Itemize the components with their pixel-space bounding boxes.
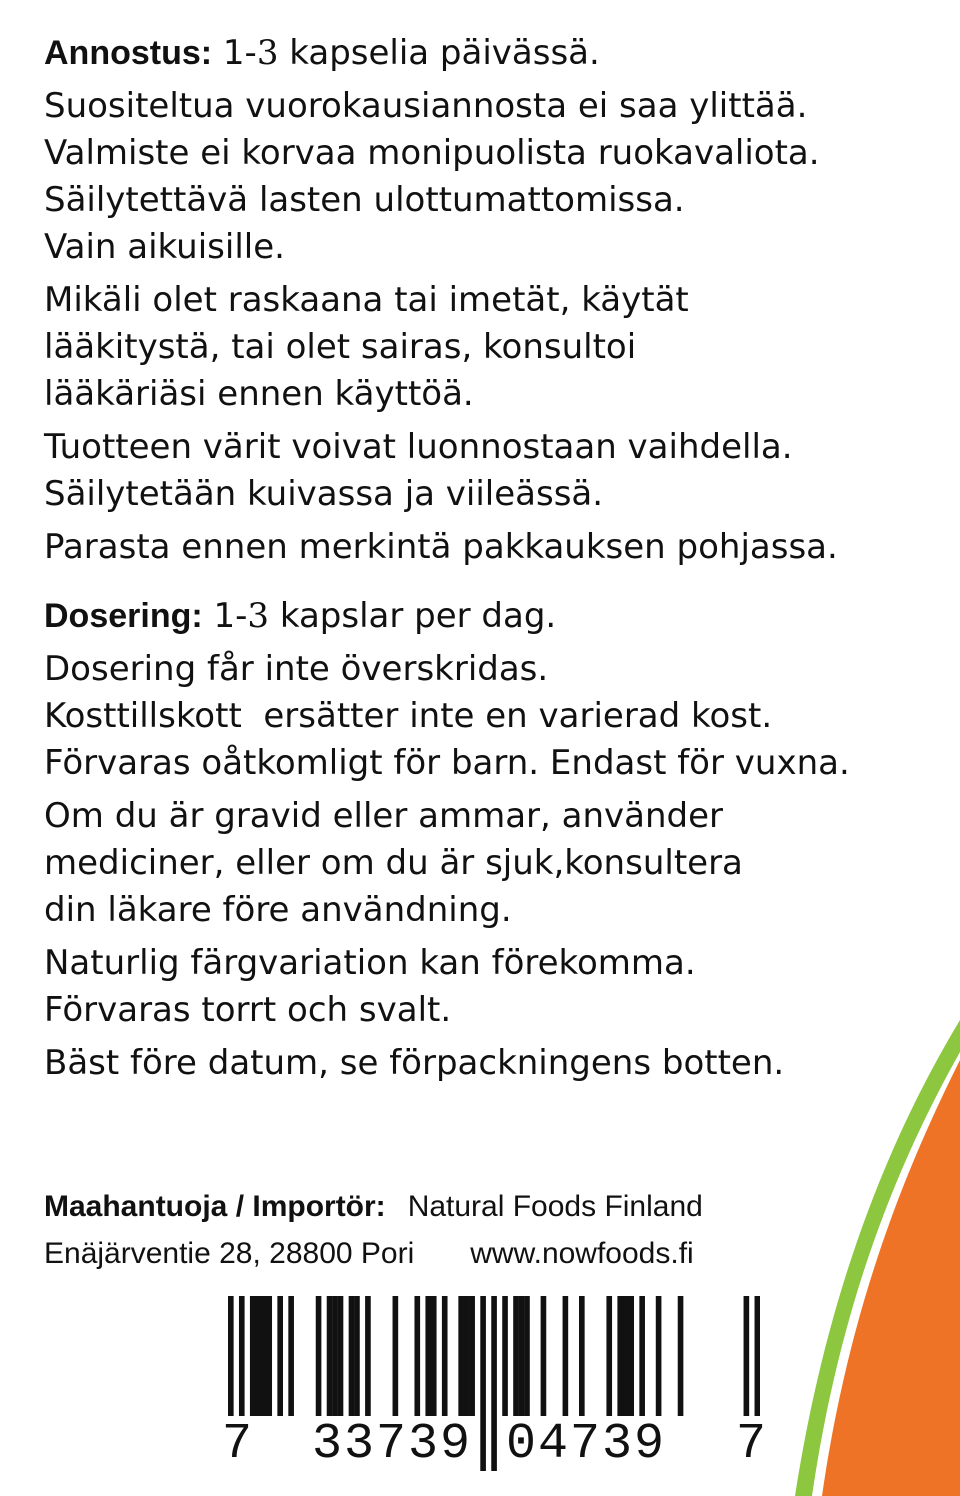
barcode-bar <box>349 1296 355 1416</box>
barcode-bar <box>425 1296 431 1416</box>
barcode-bar <box>541 1296 547 1416</box>
importer-address: Enäjärventie 28, 28800 Pori <box>44 1237 415 1270</box>
fi-warning-line: Vain aikuisille. <box>44 227 285 267</box>
importer-address-line <box>44 1230 904 1277</box>
label-text <box>44 30 944 1087</box>
sv-best-before: Bäst före datum, se förpackningens botten. <box>44 1043 785 1083</box>
barcode-check-digit: 7 <box>736 1416 767 1473</box>
fi-storage-line: Tuotteen värit voivat luonnostaan vaihdella. <box>44 427 793 467</box>
barcode-bar <box>491 1296 497 1471</box>
barcode-bar <box>261 1296 267 1416</box>
sv-dosage-line <box>44 593 944 640</box>
barcode-bar <box>458 1296 464 1416</box>
importer-website: www.nowfoods.fi <box>470 1237 694 1270</box>
fi-warning-line: Valmiste ei korvaa monipuolista ruokavaliota. <box>44 133 820 173</box>
barcode-bar <box>579 1296 585 1416</box>
barcode-bar <box>266 1296 272 1416</box>
barcode-bar <box>332 1296 338 1416</box>
sv-warning-line: Dosering får inte överskridas. <box>44 649 549 689</box>
barcode-bar <box>288 1296 294 1416</box>
sv-dosage-prefix: 1- <box>202 596 248 636</box>
barcode-bar <box>442 1296 448 1416</box>
barcode <box>228 1296 760 1471</box>
barcode-bar <box>656 1296 662 1416</box>
fi-dosage-number: 3 <box>256 33 279 73</box>
barcode-bar <box>524 1296 530 1416</box>
sv-storage-note <box>44 940 944 1034</box>
fi-pregnancy-line: lääkäriäsi ennen käyttöä. <box>44 374 474 414</box>
sv-dosage-suffix: kapslar per dag. <box>269 596 557 636</box>
barcode-bar <box>327 1296 333 1416</box>
sv-warning-line: Kosttillskott ersätter inte en varierad kost. <box>44 696 773 736</box>
barcode-bar <box>606 1296 612 1416</box>
sv-dosage-number: 3 <box>247 596 270 636</box>
barcode-bar <box>617 1296 623 1416</box>
barcode-first-digit: 7 <box>222 1416 253 1473</box>
barcode-bar <box>469 1296 475 1416</box>
fi-storage-line: Säilytetään kuivassa ja viileässä. <box>44 474 604 514</box>
barcode-bar <box>623 1296 629 1416</box>
barcode-bar <box>316 1296 322 1416</box>
barcode-bar <box>513 1296 519 1416</box>
barcode-bar <box>464 1296 470 1416</box>
fi-pregnancy-note <box>44 277 944 418</box>
fi-dosage-suffix: kapselia päivässä. <box>278 33 600 73</box>
barcode-bar <box>502 1296 508 1416</box>
fi-warning-line: Säilytettävä lasten ulottumattomissa. <box>44 180 685 220</box>
fi-storage-note <box>44 424 944 518</box>
barcode-bar <box>365 1296 371 1416</box>
importer-label: Maahantuoja / Importör: <box>44 1190 386 1223</box>
fi-pregnancy-line: Mikäli olet raskaana tai imetät, käytät <box>44 280 689 320</box>
sv-warning-line: Förvaras oåtkomligt för barn. Endast för vuxna. <box>44 743 850 783</box>
barcode-bar <box>277 1296 283 1416</box>
barcode-bar <box>414 1296 420 1416</box>
sv-pregnancy-line: din läkare före användning. <box>44 890 512 930</box>
barcode-bar <box>563 1296 569 1416</box>
barcode-bar <box>354 1296 360 1416</box>
barcode-bar <box>628 1296 634 1416</box>
barcode-bar <box>250 1296 256 1416</box>
sv-pregnancy-line: mediciner, eller om du är sjuk,konsultera <box>44 843 743 883</box>
sv-warnings <box>44 646 944 787</box>
barcode-bar <box>338 1296 344 1416</box>
barcode-bar <box>431 1296 437 1416</box>
fi-dosage-prefix: 1- <box>212 33 257 73</box>
barcode-bar <box>480 1296 486 1471</box>
barcode-bar <box>678 1296 684 1416</box>
importer-line <box>44 1183 904 1230</box>
sv-storage-line: Förvaras torrt och svalt. <box>44 990 452 1030</box>
importer-block <box>44 1183 904 1277</box>
barcode-right-digits: 04739 <box>506 1416 667 1473</box>
fi-warning-line: Suositeltua vuorokausiannosta ei saa ylittää. <box>44 86 808 126</box>
barcode-bar <box>255 1296 261 1416</box>
sv-pregnancy-line: Om du är gravid eller ammar, använder <box>44 796 723 836</box>
barcode-bar <box>639 1296 645 1416</box>
barcode-bar <box>519 1296 525 1416</box>
fi-warnings <box>44 83 944 271</box>
fi-dosage-label: Annostus: <box>44 34 213 72</box>
fi-dosage-line <box>44 30 944 77</box>
barcode-left-digits: 33739 <box>312 1416 473 1473</box>
barcode-bar <box>393 1296 399 1416</box>
sv-storage-line: Naturlig färgvariation kan förekomma. <box>44 943 696 983</box>
sv-pregnancy-note <box>44 793 944 934</box>
fi-best-before: Parasta ennen merkintä pakkauksen pohjassa. <box>44 527 838 567</box>
fi-pregnancy-line: lääkitystä, tai olet sairas, konsultoi <box>44 327 637 367</box>
importer-name: Natural Foods Finland <box>407 1190 703 1223</box>
sv-dosage-label: Dosering: <box>44 597 203 635</box>
